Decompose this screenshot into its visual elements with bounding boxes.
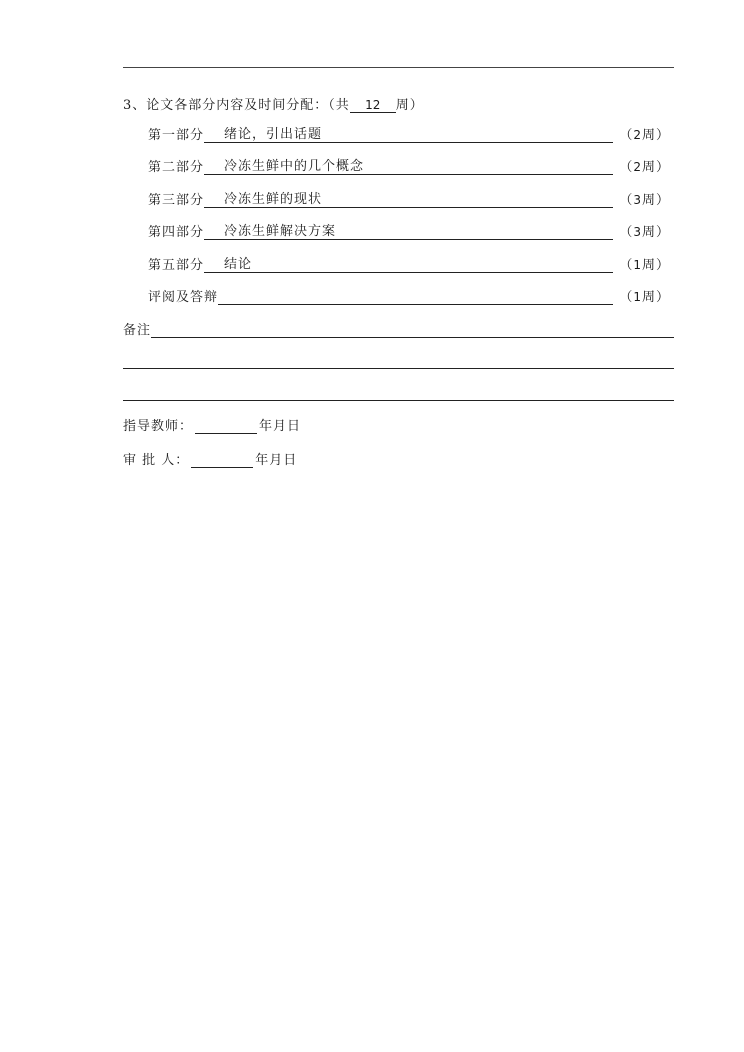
part-weeks-value: 2 [633,160,642,174]
advisor-signature-row [123,416,301,434]
part-content-field[interactable]: 冷冻生鲜的现状 [204,192,613,208]
part-label: 第四部分 [148,225,205,240]
part-weeks-value: 3 [633,193,642,207]
approver-signature-row [123,450,297,468]
remarks-field[interactable] [151,322,674,338]
part-content-field[interactable] [218,304,613,305]
approver-label: 审 批 人： [123,453,190,468]
part-label: 第二部分 [148,160,205,175]
part-weeks: （3周） [619,225,670,240]
part-row-4 [148,222,670,240]
part-weeks-value: 3 [633,225,642,239]
remarks-label: 备注 [123,323,152,338]
part-label: 评阅及答辩 [148,290,219,305]
part-label: 第五部分 [148,258,205,273]
approver-signature-field[interactable] [191,453,253,468]
part-label: 第三部分 [148,193,205,208]
remarks-line-2[interactable] [123,368,674,369]
header-rule [123,67,674,68]
part-row-2 [148,157,670,175]
part-weeks: （2周） [619,128,670,143]
part-weeks: （1周） [619,258,670,273]
part-row-1 [148,125,670,143]
part-weeks-value: 1 [633,258,642,272]
part-weeks: （1周） [619,290,670,305]
remarks-row [123,320,674,338]
part-row-3 [148,190,670,208]
advisor-date-label: 年月日 [259,419,302,434]
part-weeks-value: 2 [633,128,642,142]
remarks-line-3[interactable] [123,400,674,401]
part-weeks: （2周） [619,160,670,175]
total-weeks-field[interactable]: 12 [350,98,396,113]
section-heading [123,94,424,113]
part-weeks: （3周） [619,193,670,208]
approver-date-label: 年月日 [255,453,298,468]
part-weeks-value: 1 [633,290,642,304]
part-content-field[interactable]: 冷冻生鲜中的几个概念 [204,159,613,175]
part-row-5 [148,255,670,273]
advisor-label: 指导教师： [123,419,194,434]
part-content-field[interactable]: 结论 [204,257,613,273]
heading-prefix: 3、论文各部分内容及时间分配：（共 [123,98,350,113]
part-row-review [148,287,670,305]
part-content-field[interactable]: 绪论，引出话题 [204,127,613,143]
heading-suffix: 周） [395,98,424,113]
part-content-field[interactable]: 冷冻生鲜解决方案 [204,224,613,240]
part-label: 第一部分 [148,128,205,143]
advisor-signature-field[interactable] [195,419,257,434]
